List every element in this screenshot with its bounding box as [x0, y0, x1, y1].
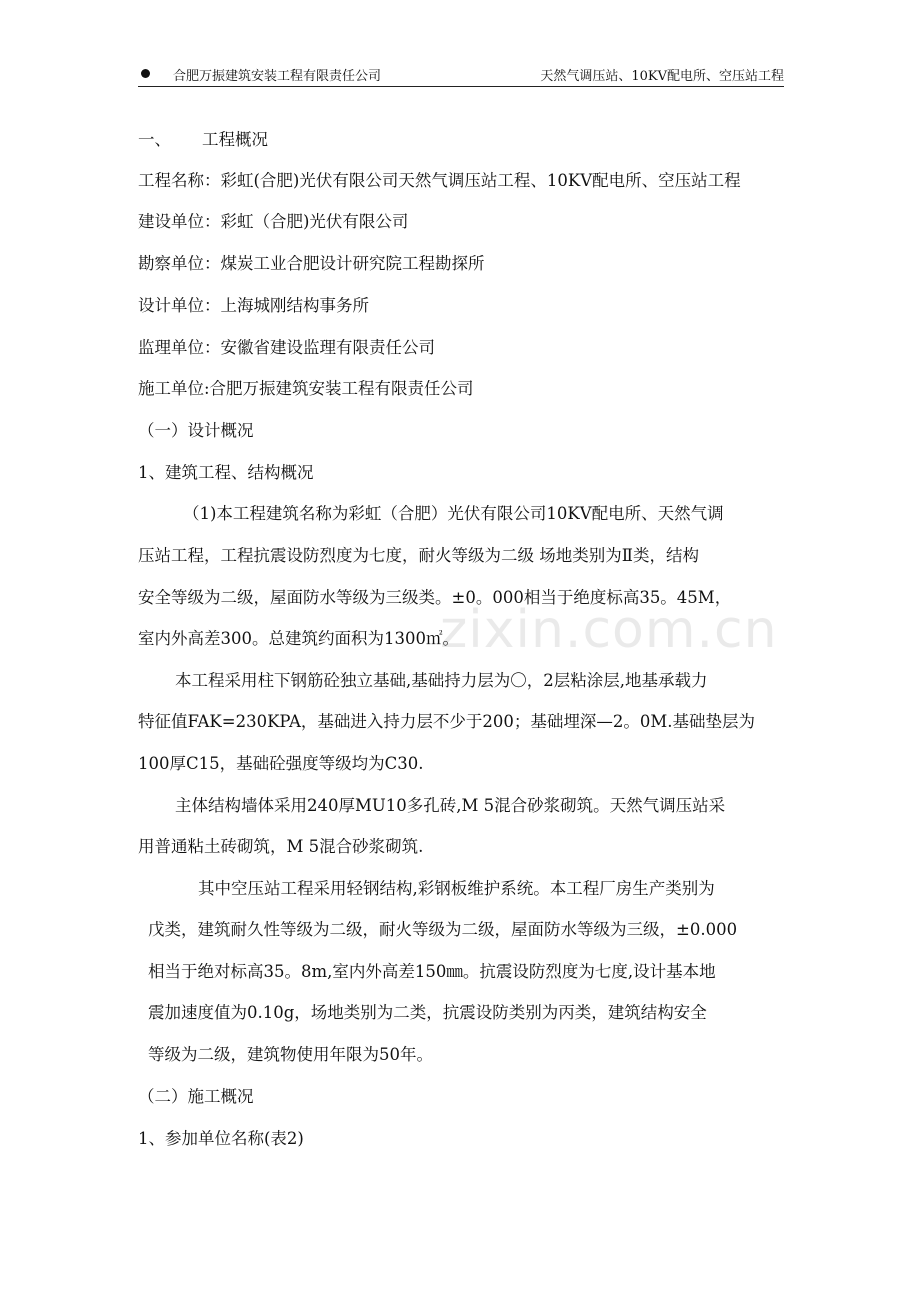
para1-line: 室内外高差300。总建筑约面积为1300㎡。	[138, 629, 459, 648]
section-number: 一、	[138, 130, 171, 149]
para4-line: 震加速度值为0.10g，场地类别为二类，抗震设防类别为丙类，建筑结构安全	[148, 1003, 707, 1022]
para4-line: 相当于绝对标高35。8m,室内外高差150㎜。抗震设防烈度为七度,设计基本地	[148, 962, 716, 981]
para1-line: （1)本工程建筑名称为彩虹（合肥）光伏有限公司10KV配电所、天然气调	[183, 504, 724, 523]
info-owner: 建设单位：彩虹（合肥)光伏有限公司	[138, 212, 409, 231]
item-participants: 1、参加单位名称(表2)	[138, 1129, 304, 1148]
para2-line: 100厚C15，基础砼强度等级均为C30.	[138, 754, 424, 773]
para3-line: 用普通粘土砖砌筑，M 5混合砂浆砌筑.	[138, 837, 424, 856]
subsection-construction: （二）施工概况	[138, 1087, 254, 1106]
page-header	[138, 64, 784, 87]
para2-line: 本工程采用柱下钢筋砼独立基础,基础持力层为〇，2层粘涂层,地基承载力	[175, 671, 708, 690]
info-design: 设计单位：上海城刚结构事务所	[138, 296, 369, 315]
info-project-name: 工程名称：彩虹(合肥)光伏有限公司天然气调压站工程、10KV配电所、空压站工程	[138, 171, 741, 190]
info-survey: 勘察单位：煤炭工业合肥设计研究院工程勘探所	[138, 254, 485, 273]
para2-line: 特征值FAK=230KPA，基础进入持力层不少于200；基础埋深—2。0M.基础垫层为	[138, 712, 756, 731]
para4-line: 戊类，建筑耐久性等级为二级，耐火等级为二级，屋面防水等级为三级，±0.000	[148, 920, 738, 939]
para1-line: 安全等级为二级，屋面防水等级为三级类。±0。000相当于绝度标高35。45M，	[138, 588, 732, 607]
para1-line: 压站工程，工程抗震设防烈度为七度，耐火等级为二级 场地类别为Ⅱ类，结构	[138, 546, 699, 565]
subsection-design: （一）设计概况	[138, 421, 254, 440]
header-company: 合肥万振建筑安装工程有限责任公司	[173, 69, 382, 84]
section-title: 工程概况	[202, 130, 268, 149]
info-supervision: 监理单位：安徽省建设监理有限责任公司	[138, 338, 435, 357]
item-structure: 1、建筑工程、结构概况	[138, 463, 314, 482]
watermark: zixin.com.cn	[440, 600, 778, 660]
info-contractor: 施工单位:合肥万振建筑安装工程有限责任公司	[138, 379, 474, 398]
para4-line: 等级为二级，建筑物使用年限为50年。	[148, 1045, 433, 1064]
bullet-icon	[141, 69, 150, 78]
para3-line: 主体结构墙体采用240厚MU10多孔砖,M 5混合砂浆砌筑。天然气调压站采	[175, 796, 726, 815]
section-heading	[138, 129, 268, 151]
para4-line: 其中空压站工程采用轻钢结构,彩钢板维护系统。本工程厂房生产类别为	[198, 879, 715, 898]
header-project: 天然气调压站、10KV配电所、空压站工程	[540, 69, 784, 84]
